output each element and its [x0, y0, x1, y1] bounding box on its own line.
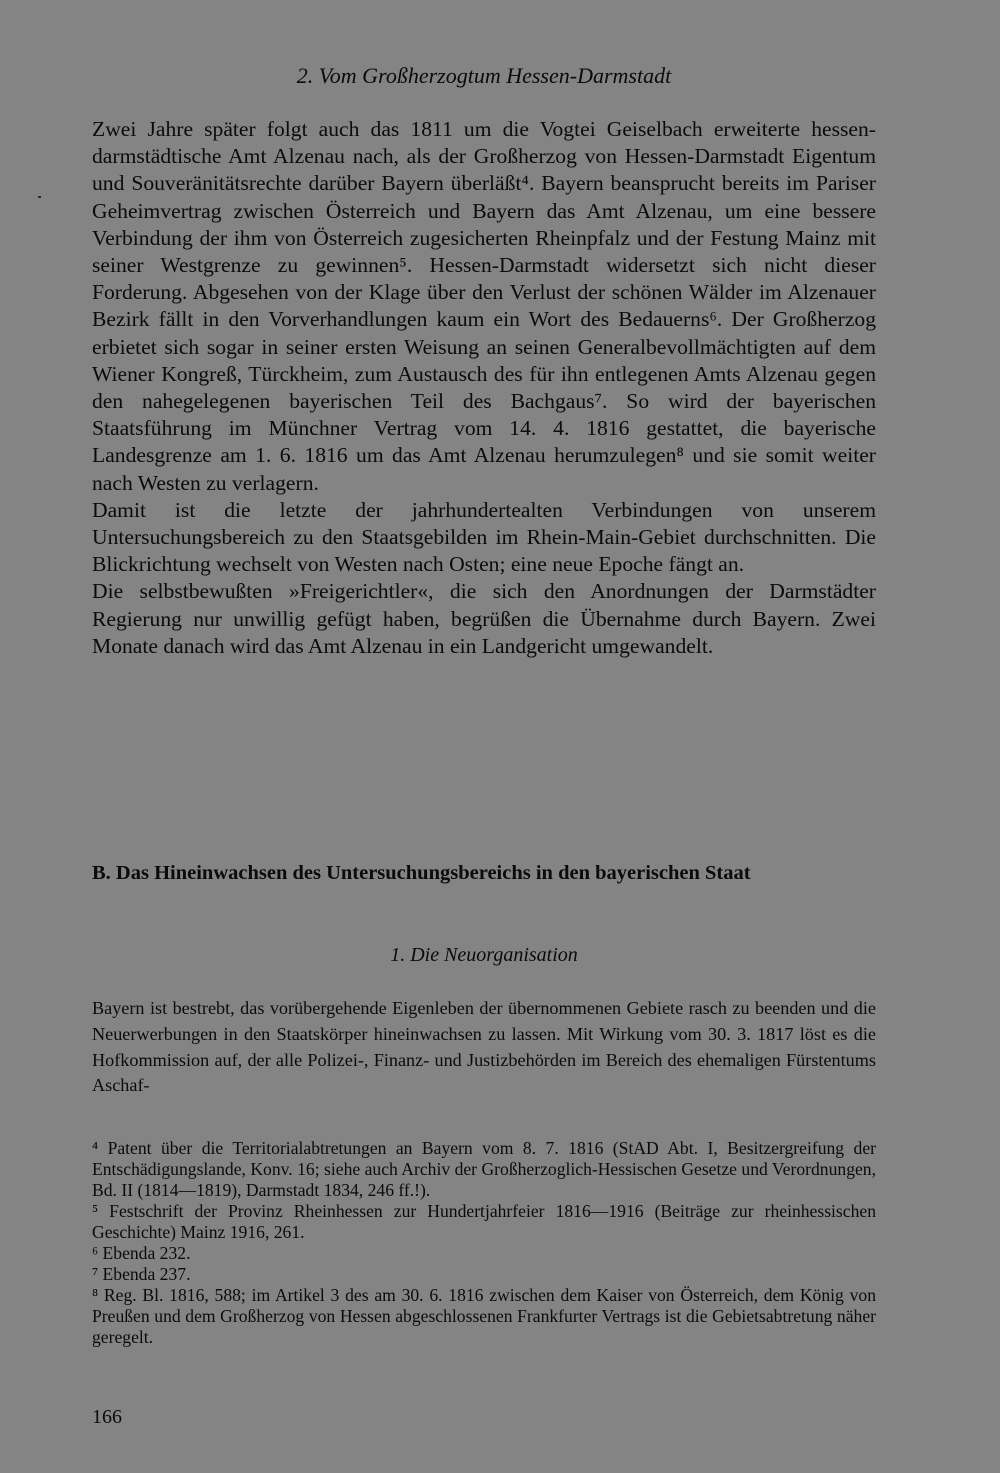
- footnote-5: ⁵ Festschrift der Provinz Rheinhessen zur Hundertjahrfeier 1816—1916 (Beiträge zur rheinhessischen Geschichte) Mainz 1916, 261.: [92, 1201, 876, 1242]
- subsection-text: [92, 996, 876, 1099]
- footnote-6: ⁶ Ebenda 232.: [92, 1243, 191, 1263]
- paragraph: Zwei Jahre später folgt auch das 1811 um die Vogtei Geiselbach erweiterte hessen-darmstädtische Amt Alzenau nach, als der Großherzog von Hessen-Darmstadt Eigentum und Souveränitätsrechte darüber Bayern überläßt⁴. Bayern beansprucht bereits im Pariser Geheimvertrag zwischen Österreich und Bayern das Amt Alzenau, um eine bessere Verbindung der ihm von Österreich zugesicherten Rheinpfalz und der Festung Mainz mit seiner Westgrenze zu gewinnen⁵. Hessen-Darmstadt widersetzt sich nicht dieser Forderung. Abgesehen von der Klage über den Verlust der schönen Wälder im Alzenauer Bezirk fällt in den Vorverhandlungen kaum ein Wort des Bedauerns⁶. Der Großherzog erbietet sich sogar in seiner ersten Weisung an seinen Generalbevollmächtigten auf dem Wiener Kongreß, Türckheim, zum Austausch des für ihn entlegenen Amts Alzenau gegen den nahegelegenen bayerischen Teil des Bachgaus⁷. So wird der bayerischen Staatsführung im Münchner Vertrag vom 14. 4. 1816 gestattet, die bayerische Landesgrenze am 1. 6. 1816 um das Amt Alzenau herumzulegen⁸ und sie somit weiter nach Westen zu verlagern.: [92, 117, 876, 495]
- subsection-title: 1. Die Neuorganisation: [390, 944, 578, 966]
- footnote-8: ⁸ Reg. Bl. 1816, 588; im Artikel 3 des am 30. 6. 1816 zwischen dem Kaiser von Österreich, dem König von Preußen und dem Großherzog von Hessen abgeschlossenen Frankfurter Vertrags ist die Gebietsabtretung näher geregelt.: [92, 1285, 876, 1347]
- footnote-4: ⁴ Patent über die Territorialabtretungen an Bayern vom 8. 7. 1816 (StAD Abt. I, Besitzergreifung der Entschädigungslande, Konv. 16; siehe auch Archiv der Großherzoglich-Hessischen Gesetze und Verordnungen, Bd. II (1814—1819), Darmstadt 1834, 246 ff.!).: [92, 1138, 876, 1200]
- paragraph: Die selbstbewußten »Freigerichtler«, die sich den Anordnungen der Darmstädter Regierung nur unwillig gefügt haben, begrüßen die Übernahme durch Bayern. Zwei Monate danach wird das Amt Alzenau in ein Landgericht umgewandelt.: [92, 579, 876, 658]
- footnote-7: ⁷ Ebenda 237.: [92, 1264, 191, 1284]
- paragraph: Bayern ist bestrebt, das vorübergehende Eigenleben der übernommenen Gebiete rasch zu beenden und die Neuerwerbungen in den Staatskörper hineinwachsen zu lassen. Mit Wirkung vom 30. 3. 1817 löst es die Hofkommission auf, der alle Polizei-, Finanz- und Justizbehörden im Bereich des ehemaligen Fürstentums Aschaf-: [92, 998, 876, 1096]
- paragraph: Damit ist die letzte der jahrhundertealten Verbindungen von unserem Untersuchungsbereich zu den Staatsgebilden im Rhein-Main-Gebiet durchschnitten. Die Blickrichtung wechselt von Westen nach Osten; eine neue Epoche fängt an.: [92, 497, 876, 577]
- page-number: 166: [92, 1406, 122, 1428]
- section-title: 2. Vom Großherzogtum Hessen-Darmstadt: [296, 63, 672, 88]
- scan-speck: [38, 196, 41, 198]
- part-heading: B. Das Hineinwachsen des Untersuchungsbereichs in den bayerischen Staat: [92, 862, 751, 884]
- main-text: [92, 116, 876, 660]
- footnotes: [92, 1138, 876, 1348]
